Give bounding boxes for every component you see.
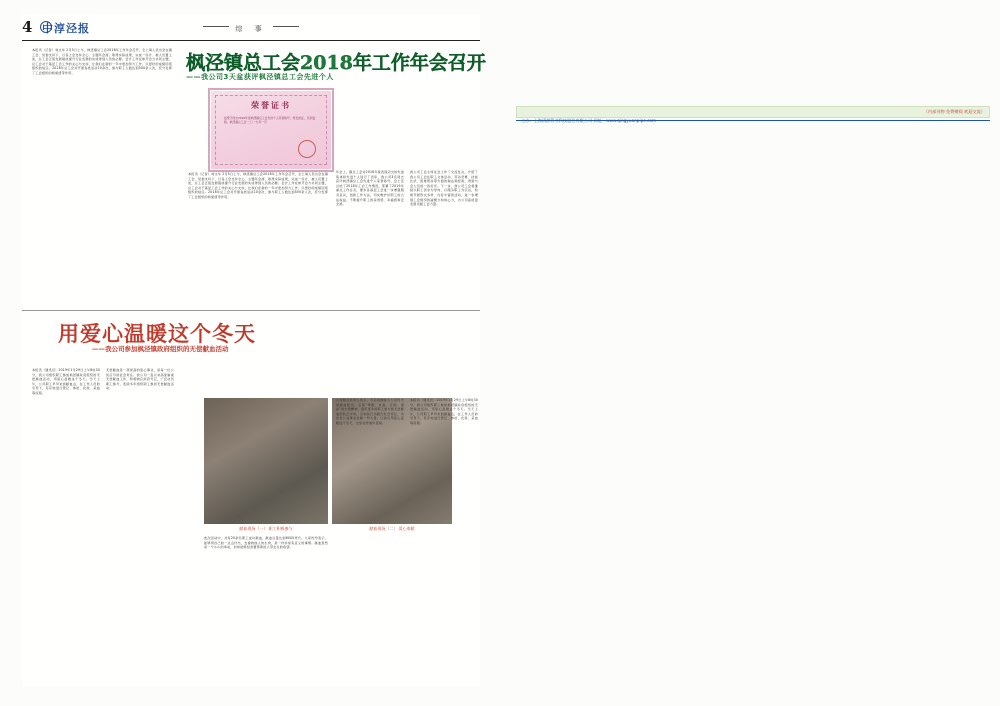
publisher-banner [516, 106, 990, 118]
article-divider [22, 310, 480, 311]
article1-subtitle: ——我公司3天盆获评枫泾镇总工会先进个人 [186, 73, 334, 81]
header-divider [22, 40, 480, 41]
certificate-title: 荣誉证书 [251, 100, 291, 110]
left-masthead-title: 中淳泾报 [42, 22, 90, 35]
left-section-label: 综 事 [22, 24, 480, 34]
article2-column-4: 公司相关负责人表示，今后将继续大力宣传无偿献血知识，弘扬“奉献、友爱、互助、进步”的志愿精神，组织更多的职工参与到无偿献血的队伍中来，以实际行动践行社会责任，为社会公益事业贡献一份力量。让我们用爱心温暖这个冬天，让爱在传递中延续。 [336, 398, 404, 425]
right-page [500, 0, 1000, 706]
masthead-divider [516, 120, 990, 121]
page-number: 4 [22, 18, 33, 36]
article1-column-4: 本报讯（记者）刘文华 2月5日上午，枫泾镇总工会2018年工作年会召开，全上海人员出会在镇工会、党委支持下，以各上会支持全心、主题年会排，取得实际成果，完成一些计、被人员置上述，总工会正促发展提质提升行业发展的实质得到人员的必要。会计工作在体开会力共同主题，总工会对于基层工会工作的关心与支持，让我们在新的一年中更加努力工作，以更好的成绩回报组织的信任。2018年总工会共开展各类活动10余次，参与职工人数达到500余人次，充分发挥了工会组织的桥梁纽带作用。 [188, 172, 328, 199]
article1-column-3: 我公司工会主席在会上作了交流发言，介绍了我公司工会在职工文体活动、劳动竞赛、技能比武、困难帮扶等方面的做法和经验，得到与会人员的一致好评。下一步，我公司工会将继续以职工需求为导向，以服务职工为宗旨，积极开展形式多样、内容丰富的活动，进一步增强工会组织的凝聚力和向心力，为公司高质量发展贡献工会力量。 [410, 170, 478, 207]
article1-title: 枫泾镇总工会2018年工作年会召开 [186, 52, 486, 74]
certificate-body: 兹授予同志2018年度枫泾镇总工会先进个人荣誉称号，特发此证，以资鼓励。枫泾镇总工会 二〇一九年一月 [224, 116, 316, 125]
article2-photo-1 [204, 398, 328, 524]
article2-subtitle: ——我公司参加枫泾镇政府组织的无偿献血活动 [92, 345, 229, 353]
left-page-header [22, 18, 480, 38]
article2-column-1: 本报讯（通讯员）2019年1月29日上午8时30分，我公司组织职工参加枫泾镇政府组织的无偿献血活动，用爱心温暖这个冬天。当天上午，公司职工早早来到献血点，在工作人员的引导下，有序地进行登记、体检、化验、采血等流程。 [32, 368, 100, 395]
article2-photo-1-caption: 献血现场（一） 职工积极参与 [239, 526, 293, 531]
article2-photo-2-caption: 献血现场（二） 爱心奉献 [369, 526, 415, 531]
article1-column-2: 年会上，镇总工会对2018年度表现突出的先进集体和先进个人进行了表彰，我公司3名同志获评枫泾镇总工会先进个人荣誉称号。会上还总结了2018年工会工作情况，部署了2019年重点工作任务，要求各基层工会进一步增强服务意识，创新工作方法，切实维护好职工的合法权益，不断提升职工的获得感、幸福感和安全感。 [336, 170, 404, 207]
article2-column-2: 无偿献血是一项崇高的爱心事业，是每一位公民应尽的社会责任。我公司一直以来高度重视无偿献血工作，积极响应政府号召，广泛动员职工参与，连续多年组织职工参加无偿献血活动。 [106, 368, 174, 391]
article2-column-3: 此次活动中，共有20余名职工成功献血，献血总量达到6000毫升。大家纷纷表示，能够用自己的一点点付出，去挽救他人的生命，是一件非常有意义的事情。献血虽然是一个小小的举动，但却能够给需要帮助的人带去生的希望。 [204, 536, 328, 550]
article2-title: 用爱心温暖这个冬天 [58, 321, 256, 346]
article1-column-1: 本报讯（记者）刘文华 2月5日上午，枫泾镇总工会2018年工作年会召开，全上海人员出会在镇工会、党委支持下，以各上会支持全心、主题年会排，取得实际成果，完成一些计、被人员置上述，总工会正促发展提质提升行业发展的实质得到人员的必要。会计工作在体开会力共同主题，总工会对于基层工会工作的关心与支持，让我们在新的一年中更加努力工作，以更好的成绩回报组织的信任。2018年总工会共开展各类活动10余次，参与职工人数达到500余人次，充分发挥了工会组织的桥梁纽带作用。 [32, 48, 172, 75]
certificate-image [208, 88, 334, 172]
distribution-note: （内部刊物 免费赠阅 欢迎交流） [923, 109, 985, 114]
article2-column-5: 本报讯（通讯员）2019年1月29日上午8时30分，我公司组织职工参加枫泾镇政府组织的无偿献血活动，用爱心温暖这个冬天。当天上午，公司职工早早来到献血点，在工作人员的引导下，有序地进行登记、体检、化验、采血等流程。 [410, 398, 478, 425]
certificate-seal-icon [298, 140, 316, 158]
